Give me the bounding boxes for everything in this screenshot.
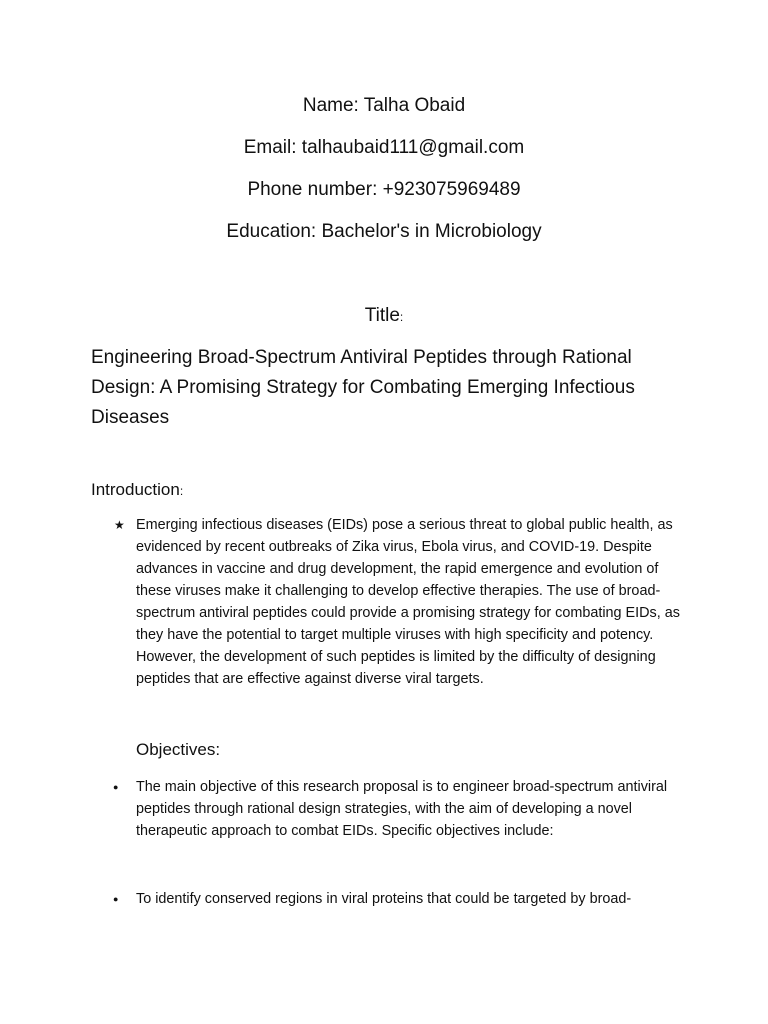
title-label-colon: : (399, 310, 404, 324)
objective-item-1: The main objective of this research proposal is to engineer broad-spectrum antiviral peptides through rational design strategies, with the aim of developing a novel therapeutic approach to combat EIDs. Specific objectives include: (136, 779, 668, 839)
star-bullet-icon: ★ (114, 518, 125, 532)
bullet-dot-icon: ● (113, 782, 119, 792)
proposal-title: Engineering Broad-Spectrum Antiviral Peptides through Rational Design: A Promising Strategy for Combating Emerging Infectious Diseases (91, 347, 635, 428)
author-name: Name: Talha Obaid (302, 95, 466, 116)
title-label: Title (364, 305, 400, 326)
introduction-label-colon: : (179, 484, 184, 498)
title-heading (0, 304, 768, 329)
author-education: Education: Bachelor's in Microbiology (226, 221, 542, 242)
author-phone: Phone number: +923075969489 (247, 179, 521, 200)
introduction-paragraph: Emerging infectious diseases (EIDs) pose a serious threat to global public health, as evidenced by recent outbreaks of Zika virus, Ebola virus, and COVID-19. Despite advances in vaccine and drug development, the rapid emergence and evolution of these viruses make it challenging to develop effective therapies. The use of broad-spectrum antiviral peptides could provide a promising strategy for combating EIDs, as they have the potential to target multiple viruses with high specificity and potency. However, the development of such peptides is limited by the difficulty of designing peptides that are effective against diverse viral targets. (136, 517, 680, 687)
bullet-dot-icon: ● (113, 894, 119, 904)
introduction-heading (91, 479, 183, 502)
author-email: Email: talhaubaid111@gmail.com (243, 137, 525, 158)
objective-item-2: To identify conserved regions in viral proteins that could be targeted by broad- (136, 891, 632, 907)
objectives-heading: Objectives: (136, 740, 221, 759)
introduction-label: Introduction (91, 480, 180, 499)
